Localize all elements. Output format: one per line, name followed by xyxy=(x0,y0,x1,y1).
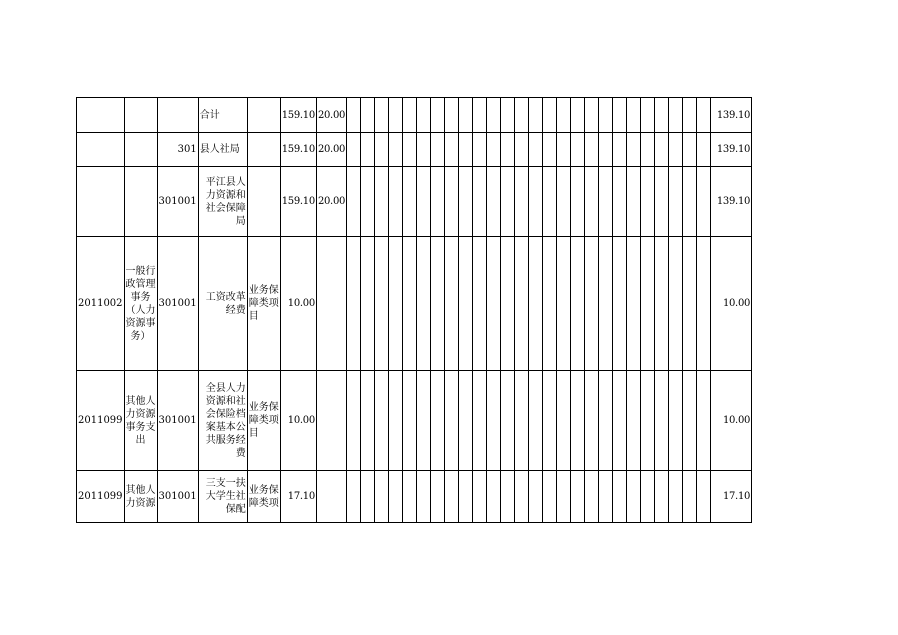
empty-cell xyxy=(557,167,571,237)
empty-cell xyxy=(361,371,375,471)
empty-cell xyxy=(669,98,683,133)
empty-cell xyxy=(543,167,557,237)
empty-cell xyxy=(445,237,459,371)
empty-cell xyxy=(473,167,487,237)
project-type-cell: 业务保障类项 xyxy=(247,471,280,523)
empty-cell xyxy=(515,98,529,133)
total-amount-cell: 159.10 xyxy=(280,167,316,237)
empty-cell xyxy=(361,237,375,371)
total-amount-cell: 17.10 xyxy=(280,471,316,523)
unit-code-cell: 301 xyxy=(157,133,198,167)
empty-cell xyxy=(627,133,641,167)
empty-cell xyxy=(347,471,361,523)
project-type-cell xyxy=(247,167,280,237)
unit-code-cell: 301001 xyxy=(157,167,198,237)
empty-cell xyxy=(613,167,627,237)
empty-cell xyxy=(431,471,445,523)
table-row xyxy=(77,167,752,237)
empty-cell xyxy=(501,371,515,471)
total-amount-cell: 159.10 xyxy=(280,98,316,133)
empty-cell xyxy=(417,371,431,471)
table-row xyxy=(77,237,752,371)
empty-cell xyxy=(487,471,501,523)
empty-cell xyxy=(571,133,585,167)
empty-cell xyxy=(697,98,711,133)
empty-cell xyxy=(641,133,655,167)
empty-cell xyxy=(487,237,501,371)
empty-cell xyxy=(585,371,599,471)
empty-cell xyxy=(347,237,361,371)
empty-cell xyxy=(375,167,389,237)
empty-cell xyxy=(683,371,697,471)
empty-cell xyxy=(487,167,501,237)
empty-cell xyxy=(389,98,403,133)
empty-cell xyxy=(431,98,445,133)
project-type-cell xyxy=(247,133,280,167)
empty-cell xyxy=(557,98,571,133)
empty-cell xyxy=(515,133,529,167)
project-type-cell: 业务保障类项目 xyxy=(247,371,280,471)
empty-cell xyxy=(501,237,515,371)
project-name-cell: 工资改革经费 xyxy=(198,237,247,371)
total-amount-cell: 10.00 xyxy=(280,371,316,471)
project-type-cell: 业务保障类项目 xyxy=(247,237,280,371)
empty-cell xyxy=(445,371,459,471)
empty-cell xyxy=(543,98,557,133)
empty-cell xyxy=(613,237,627,371)
final-amount-cell: 10.00 xyxy=(711,371,752,471)
empty-cell xyxy=(543,371,557,471)
empty-cell xyxy=(389,133,403,167)
empty-cell xyxy=(613,471,627,523)
empty-cell xyxy=(515,167,529,237)
empty-cell xyxy=(403,167,417,237)
empty-cell xyxy=(557,371,571,471)
empty-cell xyxy=(543,133,557,167)
empty-cell xyxy=(347,133,361,167)
empty-cell xyxy=(571,237,585,371)
table-row xyxy=(77,371,752,471)
empty-cell xyxy=(627,98,641,133)
empty-cell xyxy=(613,133,627,167)
unit-code-cell xyxy=(157,98,198,133)
empty-cell xyxy=(375,371,389,471)
empty-cell xyxy=(529,133,543,167)
empty-cell xyxy=(473,371,487,471)
empty-cell xyxy=(501,133,515,167)
empty-cell xyxy=(473,133,487,167)
empty-cell xyxy=(599,471,613,523)
empty-cell xyxy=(655,133,669,167)
empty-cell xyxy=(347,371,361,471)
subject-code-cell: 2011099 xyxy=(77,471,125,523)
empty-cell xyxy=(375,98,389,133)
empty-cell xyxy=(599,237,613,371)
empty-cell xyxy=(487,371,501,471)
subject-code-cell xyxy=(77,167,125,237)
final-amount-cell: 10.00 xyxy=(711,237,752,371)
empty-cell xyxy=(529,237,543,371)
empty-cell xyxy=(501,471,515,523)
empty-cell xyxy=(655,237,669,371)
empty-cell xyxy=(515,371,529,471)
empty-cell xyxy=(431,371,445,471)
empty-cell xyxy=(529,471,543,523)
final-amount-cell: 139.10 xyxy=(711,98,752,133)
empty-cell xyxy=(655,471,669,523)
amount-cell xyxy=(316,471,346,523)
empty-cell xyxy=(375,471,389,523)
empty-cell xyxy=(515,237,529,371)
empty-cell xyxy=(459,167,473,237)
subject-code-cell: 2011099 xyxy=(77,371,125,471)
empty-cell xyxy=(641,371,655,471)
subject-name-cell: 其他人力资源 xyxy=(124,471,157,523)
empty-cell xyxy=(403,237,417,371)
project-name-cell: 平江县人力资源和社会保障局 xyxy=(198,167,247,237)
empty-cell xyxy=(417,133,431,167)
empty-cell xyxy=(655,371,669,471)
empty-cell xyxy=(403,371,417,471)
empty-cell xyxy=(683,167,697,237)
empty-cell xyxy=(459,133,473,167)
empty-cell xyxy=(669,133,683,167)
empty-cell xyxy=(375,133,389,167)
total-amount-cell: 10.00 xyxy=(280,237,316,371)
empty-cell xyxy=(697,133,711,167)
empty-cell xyxy=(361,167,375,237)
empty-cell xyxy=(375,237,389,371)
empty-cell xyxy=(641,237,655,371)
empty-cell xyxy=(459,237,473,371)
empty-cell xyxy=(585,98,599,133)
empty-cell xyxy=(529,98,543,133)
empty-cell xyxy=(431,237,445,371)
empty-cell xyxy=(571,471,585,523)
empty-cell xyxy=(417,471,431,523)
empty-cell xyxy=(445,167,459,237)
empty-cell xyxy=(487,98,501,133)
empty-cell xyxy=(389,167,403,237)
empty-cell xyxy=(473,98,487,133)
empty-cell xyxy=(613,371,627,471)
project-name-cell: 合计 xyxy=(198,98,247,133)
project-name-cell: 三支一扶大学生社保配 xyxy=(198,471,247,523)
unit-code-cell: 301001 xyxy=(157,371,198,471)
empty-cell xyxy=(641,167,655,237)
empty-cell xyxy=(599,98,613,133)
empty-cell xyxy=(697,167,711,237)
empty-cell xyxy=(669,167,683,237)
empty-cell xyxy=(361,133,375,167)
subject-name-cell xyxy=(124,133,157,167)
empty-cell xyxy=(515,471,529,523)
subject-name-cell xyxy=(124,167,157,237)
empty-cell xyxy=(599,133,613,167)
final-amount-cell: 139.10 xyxy=(711,167,752,237)
empty-cell xyxy=(347,98,361,133)
empty-cell xyxy=(669,237,683,371)
empty-cell xyxy=(403,133,417,167)
subject-code-cell: 2011002 xyxy=(77,237,125,371)
empty-cell xyxy=(571,98,585,133)
empty-cell xyxy=(445,471,459,523)
budget-table xyxy=(76,97,752,523)
project-name-cell: 全县人力资源和社会保险档案基本公共服务经费 xyxy=(198,371,247,471)
table-row xyxy=(77,471,752,523)
empty-cell xyxy=(445,98,459,133)
empty-cell xyxy=(459,471,473,523)
empty-cell xyxy=(571,167,585,237)
amount-cell: 20.00 xyxy=(316,98,346,133)
total-amount-cell: 159.10 xyxy=(280,133,316,167)
empty-cell xyxy=(501,167,515,237)
empty-cell xyxy=(697,237,711,371)
project-type-cell xyxy=(247,98,280,133)
empty-cell xyxy=(459,371,473,471)
final-amount-cell: 139.10 xyxy=(711,133,752,167)
empty-cell xyxy=(627,371,641,471)
empty-cell xyxy=(669,471,683,523)
empty-cell xyxy=(417,237,431,371)
empty-cell xyxy=(571,371,585,471)
empty-cell xyxy=(627,167,641,237)
empty-cell xyxy=(473,471,487,523)
empty-cell xyxy=(459,98,473,133)
empty-cell xyxy=(487,133,501,167)
empty-cell xyxy=(431,133,445,167)
subject-name-cell: 其他人力资源事务支出 xyxy=(124,371,157,471)
subject-code-cell xyxy=(77,98,125,133)
empty-cell xyxy=(361,98,375,133)
empty-cell xyxy=(627,237,641,371)
empty-cell xyxy=(347,167,361,237)
empty-cell xyxy=(655,167,669,237)
empty-cell xyxy=(543,237,557,371)
empty-cell xyxy=(389,237,403,371)
unit-code-cell: 301001 xyxy=(157,471,198,523)
table-row xyxy=(77,98,752,133)
amount-cell: 20.00 xyxy=(316,133,346,167)
amount-cell xyxy=(316,237,346,371)
empty-cell xyxy=(585,471,599,523)
empty-cell xyxy=(641,471,655,523)
empty-cell xyxy=(389,471,403,523)
empty-cell xyxy=(599,167,613,237)
table-row xyxy=(77,133,752,167)
subject-name-cell: 一般行政管理事务（人力资源事务） xyxy=(124,237,157,371)
empty-cell xyxy=(417,167,431,237)
empty-cell xyxy=(417,98,431,133)
project-name-cell: 县人社局 xyxy=(198,133,247,167)
empty-cell xyxy=(697,471,711,523)
empty-cell xyxy=(599,371,613,471)
empty-cell xyxy=(557,471,571,523)
empty-cell xyxy=(529,167,543,237)
empty-cell xyxy=(585,133,599,167)
unit-code-cell: 301001 xyxy=(157,237,198,371)
empty-cell xyxy=(669,371,683,471)
amount-cell xyxy=(316,371,346,471)
empty-cell xyxy=(361,471,375,523)
empty-cell xyxy=(431,167,445,237)
empty-cell xyxy=(641,98,655,133)
empty-cell xyxy=(655,98,669,133)
subject-name-cell xyxy=(124,98,157,133)
empty-cell xyxy=(557,133,571,167)
empty-cell xyxy=(403,471,417,523)
empty-cell xyxy=(585,237,599,371)
empty-cell xyxy=(683,98,697,133)
empty-cell xyxy=(613,98,627,133)
empty-cell xyxy=(697,371,711,471)
empty-cell xyxy=(529,371,543,471)
amount-cell: 20.00 xyxy=(316,167,346,237)
empty-cell xyxy=(683,133,697,167)
empty-cell xyxy=(585,167,599,237)
empty-cell xyxy=(683,471,697,523)
final-amount-cell: 17.10 xyxy=(711,471,752,523)
empty-cell xyxy=(473,237,487,371)
empty-cell xyxy=(445,133,459,167)
empty-cell xyxy=(543,471,557,523)
empty-cell xyxy=(683,237,697,371)
empty-cell xyxy=(403,98,417,133)
empty-cell xyxy=(557,237,571,371)
empty-cell xyxy=(627,471,641,523)
empty-cell xyxy=(501,98,515,133)
empty-cell xyxy=(389,371,403,471)
subject-code-cell xyxy=(77,133,125,167)
